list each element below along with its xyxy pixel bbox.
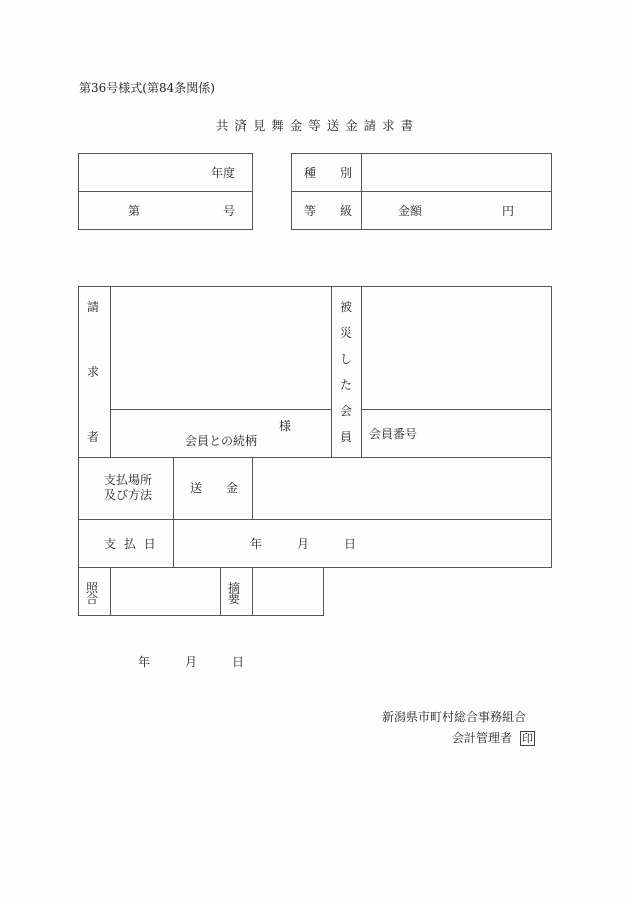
number-prefix: 第 [128,204,141,218]
issuer-officer: 会計管理者 [452,731,513,745]
payment-date-label: 支 払 日 [104,537,158,551]
date-year: 年 [138,655,151,669]
char: た [339,378,352,392]
divider [361,153,362,230]
honorific-label: 様 [279,419,292,433]
divider [220,567,221,616]
divider [173,457,174,568]
divider [110,567,111,616]
char: 被 [339,300,352,314]
claimant-label-1: 請 [87,300,100,314]
verify-label-2: 合 [86,592,99,606]
payment-day: 日 [344,537,357,551]
verify-label-1: 照 [86,581,99,595]
seal-box: 印 [522,732,533,745]
claimant-label-2: 求 [87,365,100,379]
divider [78,519,552,520]
divider [110,286,111,458]
date-day: 日 [232,655,245,669]
affected-member-label [339,301,353,443]
summary-label-2: 要 [228,592,241,606]
member-number-label: 会員番号 [369,427,418,441]
divider [361,286,362,458]
issuer-organization: 新潟県市町村総合事務組合 [382,710,527,724]
char: 員 [339,430,352,444]
char: 会 [339,404,352,418]
document-title: 共 済 見 舞 金 等 送 金 請 求 書 [215,118,415,133]
divider [110,409,331,410]
fiscal-year-label: 年度 [211,166,236,180]
relationship-label: 会員との続柄 [185,434,258,448]
form-number: 第36号様式(第84条関係) [79,81,215,95]
divider [291,191,552,192]
divider [78,191,253,192]
claimant-label-3: 者 [87,430,100,444]
divider [361,409,552,410]
divider [331,286,332,458]
type-label: 種 別 [304,166,353,180]
remittance-label: 送 金 [190,481,239,495]
check-row [78,567,324,616]
number-suffix: 号 [223,204,236,218]
yen-label: 円 [502,204,515,218]
divider [252,457,253,519]
divider [252,567,253,616]
payment-year: 年 [250,537,263,551]
grade-label: 等 級 [304,204,353,218]
amount-label: 金額 [398,204,423,218]
payment-month: 月 [297,537,310,551]
divider [78,457,552,458]
payment-place-label-2: 及び方法 [104,488,153,502]
date-month: 月 [185,655,198,669]
char: 災 [339,326,352,340]
summary-label-1: 摘 [228,581,241,595]
main-form-table [78,286,552,568]
char: し [339,352,352,366]
payment-place-label-1: 支払場所 [104,473,153,487]
